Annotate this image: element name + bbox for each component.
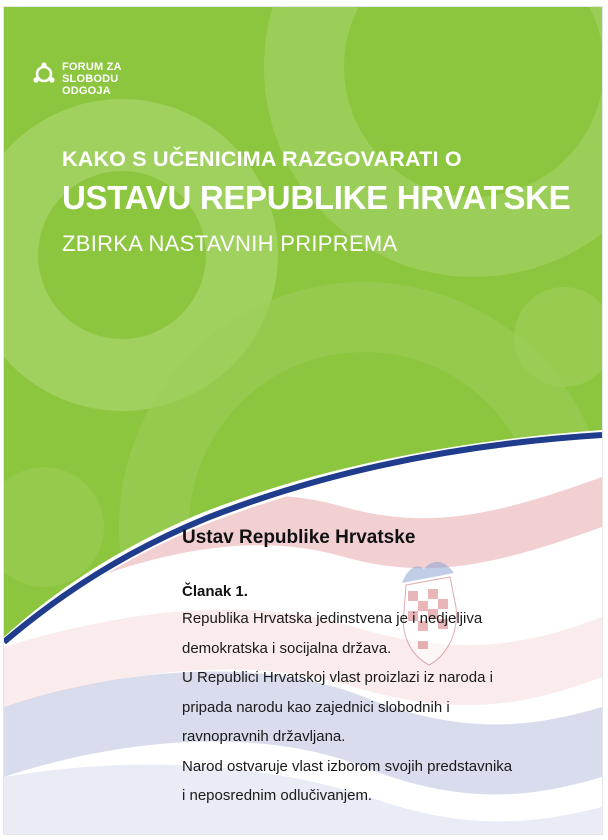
forum-logo-icon — [32, 62, 56, 86]
logo-line-2: SLOBODU — [62, 73, 119, 85]
article-line: demokratska i socijalna država. — [182, 639, 392, 657]
subtitle: ZBIRKA NASTAVNIH PRIPREMA — [62, 231, 398, 256]
article-line: pripada narodu kao zajednici slobodnih i — [182, 698, 450, 716]
title-line-1: KAKO S UČENICIMA RAZGOVARATI O — [62, 147, 462, 171]
article-number: Članak 1. — [182, 583, 248, 600]
article-line: i neposrednim odlučivanjem. — [182, 787, 373, 804]
title-line-2: USTAVU REPUBLIKE HRVATSKE — [62, 179, 571, 216]
article-heading: Ustav Republike Hrvatske — [182, 527, 416, 548]
article-line: Republika Hrvatska jedinstvena je i nedjeljiva — [182, 610, 483, 627]
logo-line-3: ODGOJA — [62, 85, 111, 97]
logo-text — [62, 61, 122, 97]
logo — [32, 61, 122, 97]
book-cover — [4, 7, 602, 834]
logo-line-1: FORUM ZA — [62, 61, 122, 73]
article-line: U Republici Hrvatskoj vlast proizlazi iz naroda i — [182, 669, 493, 686]
article-line: Narod ostvaruje vlast izborom svojih predstavnika — [182, 757, 513, 775]
article-body — [182, 604, 592, 811]
article-line: ravnopravnih državljana. — [182, 728, 346, 745]
